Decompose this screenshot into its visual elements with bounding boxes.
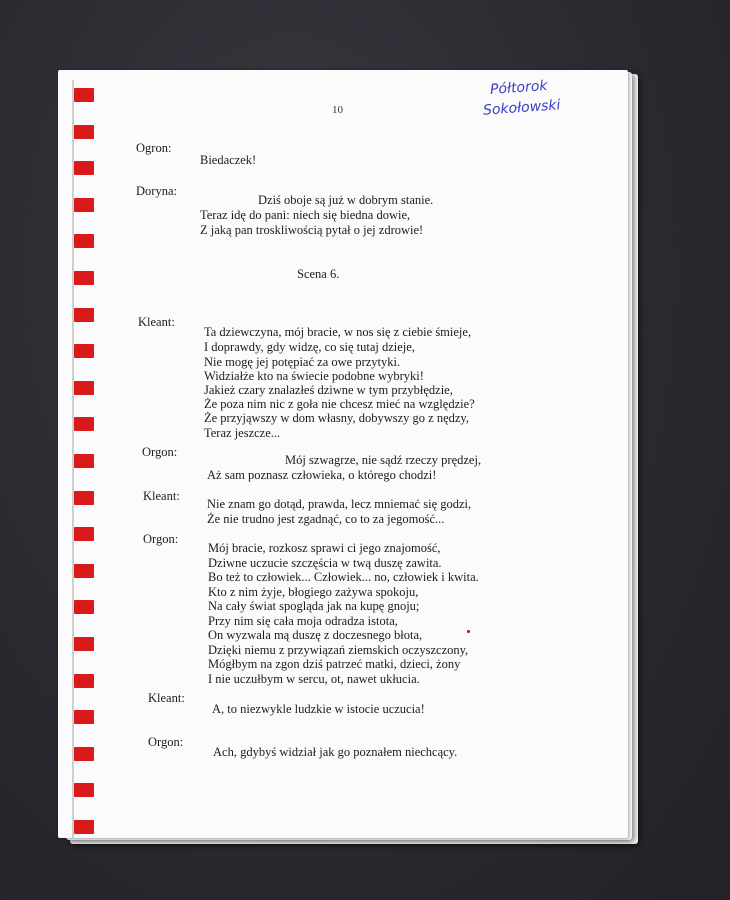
dialogue-line: Bo też to człowiek... Człowiek... no, człowiek i kwita. (208, 570, 479, 584)
binding-ring (74, 344, 94, 358)
speaker-label: Kleant: (148, 691, 185, 705)
binding-ring (74, 820, 94, 834)
speaker-label: Orgon: (143, 532, 179, 546)
dialogue-line: Teraz jeszcze... (204, 426, 281, 440)
dialogue-line: Przy nim się cała moja odradza istota, (208, 614, 398, 628)
dialogue-line: Że nie trudno jest zgadnąć, co to za jegomość... (207, 512, 445, 526)
dialogue-line: Dziwne uczucie szczęścia w twą duszę zawita. (208, 556, 442, 570)
dialogue-line: Że przyjąwszy w dom własny, dobywszy go z nędzy, (204, 411, 469, 425)
dialogue-line: Aż sam poznasz człowieka, o którego chodzi! (207, 468, 437, 482)
speaker-label: Ogron: (136, 141, 172, 155)
binding-ring (74, 637, 94, 651)
dialogue-line: Kto z nim żyje, błogiego zażywa spokoju, (208, 585, 419, 599)
dialogue-line: Biedaczek! (200, 153, 257, 167)
dialogue-line: On wyzwala mą duszę z doczesnego błota, (208, 628, 423, 642)
binding-ring (74, 88, 94, 102)
binding-ring (74, 600, 94, 614)
handwritten-note-line-1: Półtorok (489, 78, 549, 98)
speaker-label: Doryna: (136, 184, 177, 198)
binding-ring (74, 783, 94, 797)
binding-ring (74, 417, 94, 431)
binding-ring (74, 747, 94, 761)
binding-ring (74, 125, 94, 139)
dialogue-line: Że poza nim nic z goła nie chcesz mieć na względzie? (204, 397, 475, 411)
binding-ring (74, 710, 94, 724)
dialogue-line: Widziałże kto na świecie podobne wybryki! (204, 369, 424, 383)
dialogue-line: Na cały świat spogląda jak na kupę gnoju; (208, 599, 420, 613)
dialogue-line: Dzięki niemu z przywiązań ziemskich oczyszczony, (208, 643, 469, 657)
dialogue-line: Teraz idę do pani: niech się biedna dowie, (200, 208, 411, 222)
handwritten-note-line-2: Sokołowski (482, 97, 561, 119)
dialogue-line: Mój bracie, rozkosz sprawi ci jego znajomość, (208, 541, 441, 555)
page-number: 10 (332, 104, 343, 116)
scene-title: Scena 6. (297, 267, 340, 281)
binding-ring (74, 454, 94, 468)
speaker-label: Orgon: (148, 735, 184, 749)
dialogue-line: Nie znam go dotąd, prawda, lecz mniemać się godzi, (207, 497, 472, 511)
dialogue-line: I nie uczułbym w sercu, ot, nawet ukłucia. (208, 672, 420, 686)
ink-mark (467, 630, 470, 633)
binding-ring (74, 161, 94, 175)
binding-ring (74, 527, 94, 541)
dialogue-line: Ach, gdybyś widział jak go poznałem niechcący. (213, 745, 458, 759)
speaker-label: Kleant: (138, 315, 175, 329)
binding-ring (74, 491, 94, 505)
binding-ring (74, 198, 94, 212)
dialogue-line: Jakież czary znalazłeś dziwne w tym przybłędzie, (204, 383, 453, 397)
binding-ring (74, 308, 94, 322)
dialogue-line: Mój szwagrze, nie sądź rzeczy prędzej, (285, 453, 482, 467)
binding-ring (74, 674, 94, 688)
binding-ring (74, 234, 94, 248)
speaker-label: Orgon: (142, 445, 178, 459)
dialogue-line: Ta dziewczyna, mój bracie, w nos się z ciebie śmieje, (204, 325, 472, 339)
binding-ring (74, 564, 94, 578)
dialogue-line: Mógłbym na zgon dziś patrzeć matki, dzieci, żony (208, 657, 461, 671)
dialogue-line: Nie mogę jej potępiać za owe przytyki. (204, 355, 401, 369)
dialogue-line: Dziś oboje są już w dobrym stanie. (258, 193, 434, 207)
binding-ring (74, 381, 94, 395)
speaker-label: Kleant: (143, 489, 180, 503)
dialogue-line: Z jaką pan troskliwością pytał o jej zdrowie! (200, 223, 424, 237)
binding-ring (74, 271, 94, 285)
dialogue-line: I doprawdy, gdy widzę, co się tutaj dzieje, (204, 340, 415, 354)
dialogue-line: A, to niezwykle ludzkie w istocie uczucia! (212, 702, 425, 716)
